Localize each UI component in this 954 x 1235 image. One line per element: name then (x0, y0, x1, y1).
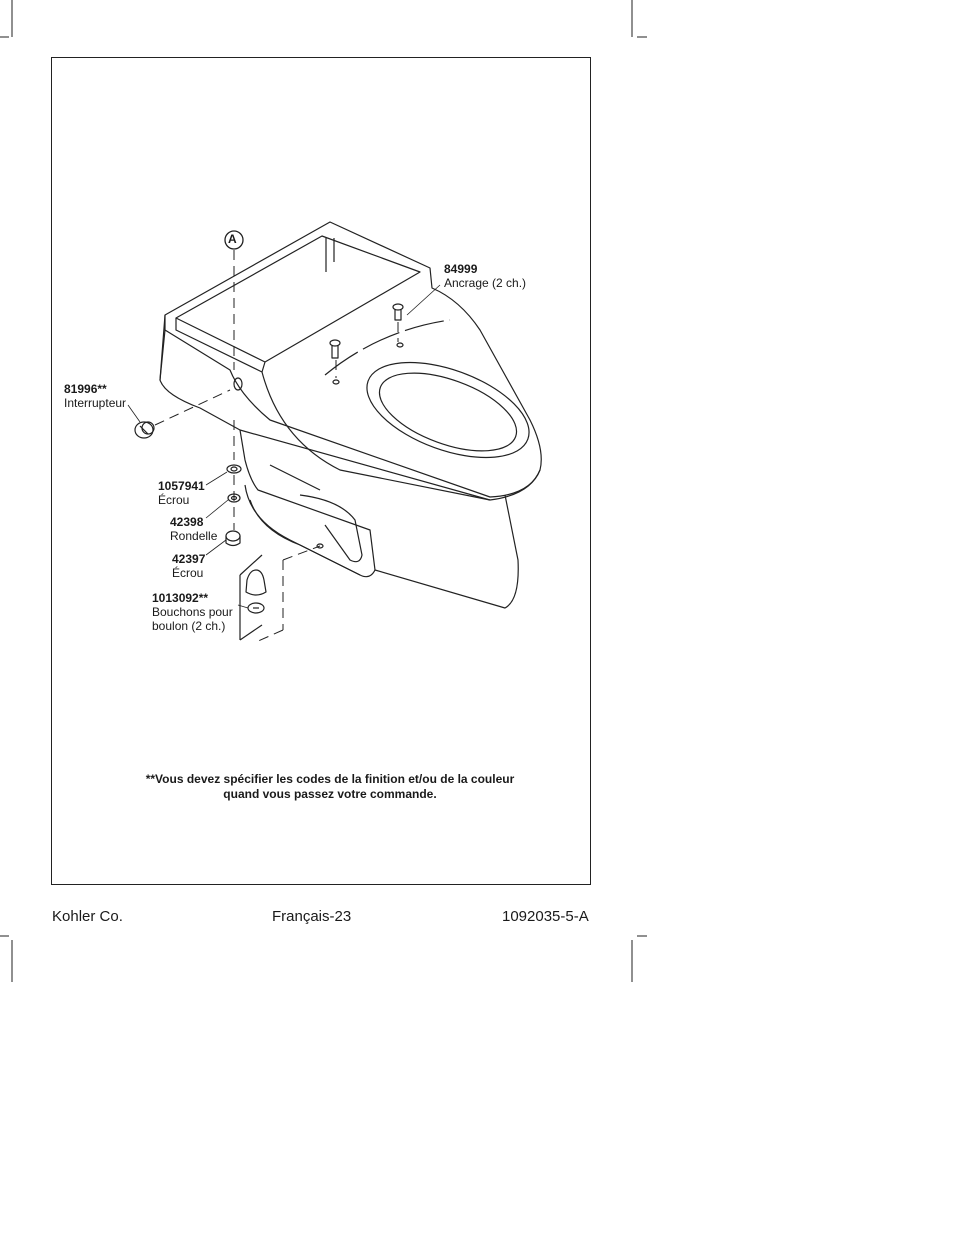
part-42398 (170, 515, 217, 543)
bolt-cap-icon (246, 570, 266, 613)
part-number: 42397 (172, 552, 206, 566)
footer-company: Kohler Co. (52, 908, 123, 925)
part-name: Écrou (172, 566, 204, 580)
order-note-line1: **Vous devez spécifier les codes de la finition et/ou de la couleur (145, 772, 515, 786)
part-42397 (172, 552, 205, 580)
part-number: 1057941 (158, 479, 205, 493)
footer-document-code: 1092035-5-A (502, 908, 589, 925)
part-number: 1013092** (152, 591, 209, 605)
anchor-bolt-icon (330, 304, 403, 384)
part-name-line1: Bouchons pour (152, 605, 233, 619)
part-number: 84999 (444, 262, 478, 276)
part-1057941 (158, 479, 205, 507)
order-note-line2: quand vous passez votre commande. (223, 787, 437, 801)
part-number: 81996** (64, 382, 107, 396)
part-name-line2: boulon (2 ch.) (152, 619, 226, 633)
part-81996 (64, 382, 126, 410)
tank-recess (176, 236, 420, 362)
part-1013092 (152, 591, 233, 633)
order-note (80, 772, 580, 802)
callout-label-a: A (228, 232, 237, 246)
part-number: 42398 (170, 515, 204, 529)
footer-page-number: Français-23 (272, 908, 352, 925)
part-name: Rondelle (170, 529, 218, 543)
bowl-side (262, 372, 490, 500)
part-name: Interrupteur (64, 396, 127, 410)
part-name: Ancrage (2 ch.) (444, 276, 527, 290)
bowl-rim (354, 343, 541, 476)
switch-icon (135, 422, 154, 438)
part-84999 (444, 262, 526, 290)
part-name: Écrou (158, 493, 190, 507)
